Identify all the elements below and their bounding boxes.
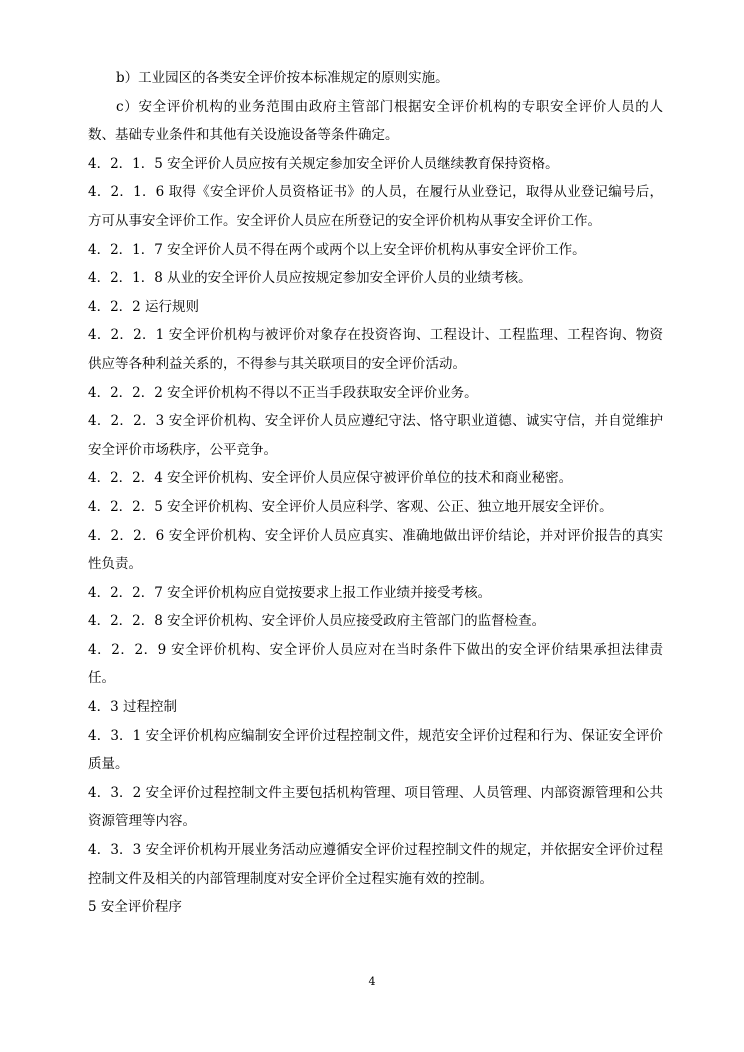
paragraph: 4．2．2．3 安全评价机构、安全评价人员应遵纪守法、恪守职业道德、诚实守信，并自觉维护安全评价市场秩序，公平竞争。 [88, 413, 663, 458]
paragraph: 4．2．1．7 安全评价人员不得在两个或两个以上安全评价机构从事安全评价工作。 [88, 241, 586, 258]
paragraph: 4．2．1．6 取得《安全评价人员资格证书》的人员，在履行从业登记，取得从业登记编号后，方可从事安全评价工作。安全评价人员应在所登记的安全评价机构从事安全评价工作。 [88, 184, 663, 229]
page-number: 4 [368, 975, 376, 988]
paragraph: 4．3．3 安全评价机构开展业务活动应遵循安全评价过程控制文件的规定，并依据安全评价过程控制文件及相关的内部管理制度对安全评价全过程实施有效的控制。 [88, 842, 663, 887]
paragraph: 4．2．2．1 安全评价机构与被评价对象存在投资咨询、工程设计、工程监理、工程咨询、物资供应等各种利益关系的，不得参与其关联项目的安全评价活动。 [88, 327, 663, 372]
paragraph: 4．2．2．8 安全评价机构、安全评价人员应接受政府主管部门的监督检查。 [88, 613, 546, 630]
paragraph: 4．2．1．5 安全评价人员应按有关规定参加安全评价人员继续教育保持资格。 [88, 155, 559, 172]
paragraph: 4．2．1．8 从业的安全评价人员应按规定参加安全评价人员的业绩考核。 [88, 270, 532, 287]
paragraph: 4．2．2．9 安全评价机构、安全评价人员应对在当时条件下做出的安全评价结果承担法律责任。 [88, 641, 663, 687]
section-heading: 5 安全评价程序 [88, 899, 182, 916]
paragraph: 4．2．2．2 安全评价机构不得以不正当手段获取安全评价业务。 [88, 384, 478, 401]
paragraph: c）安全评价机构的业务范围由政府主管部门根据安全评价机构的专职安全评价人员的人数、基础专业条件和其他有关设施设备等条件确定。 [88, 98, 663, 144]
paragraph: b）工业园区的各类安全评价按本标准规定的原则实施。 [116, 70, 449, 86]
paragraph: 4．2．2．4 安全评价机构、安全评价人员应保守被评价单位的技术和商业秘密。 [88, 470, 573, 487]
document-body [88, 64, 663, 922]
section-heading: 4．2．2 运行规则 [88, 298, 200, 315]
paragraph: 4．2．2．6 安全评价机构、安全评价人员应真实、准确地做出评价结论，并对评价报告的真实性负责。 [88, 527, 663, 573]
paragraph: 4．3．1 安全评价机构应编制安全评价过程控制文件，规范安全评价过程和行为、保证安全评价质量。 [88, 727, 663, 773]
section-heading: 4．3 过程控制 [88, 699, 177, 716]
paragraph: 4．2．2．5 安全评价机构、安全评价人员应科学、客观、公正、独立地开展安全评价。 [88, 498, 613, 515]
paragraph: 4．3．2 安全评价过程控制文件主要包括机构管理、项目管理、人员管理、内部资源管理和公共资源管理等内容。 [88, 784, 663, 830]
paragraph: 4．2．2．7 安全评价机构应自觉按要求上报工作业绩并接受考核。 [88, 584, 492, 601]
